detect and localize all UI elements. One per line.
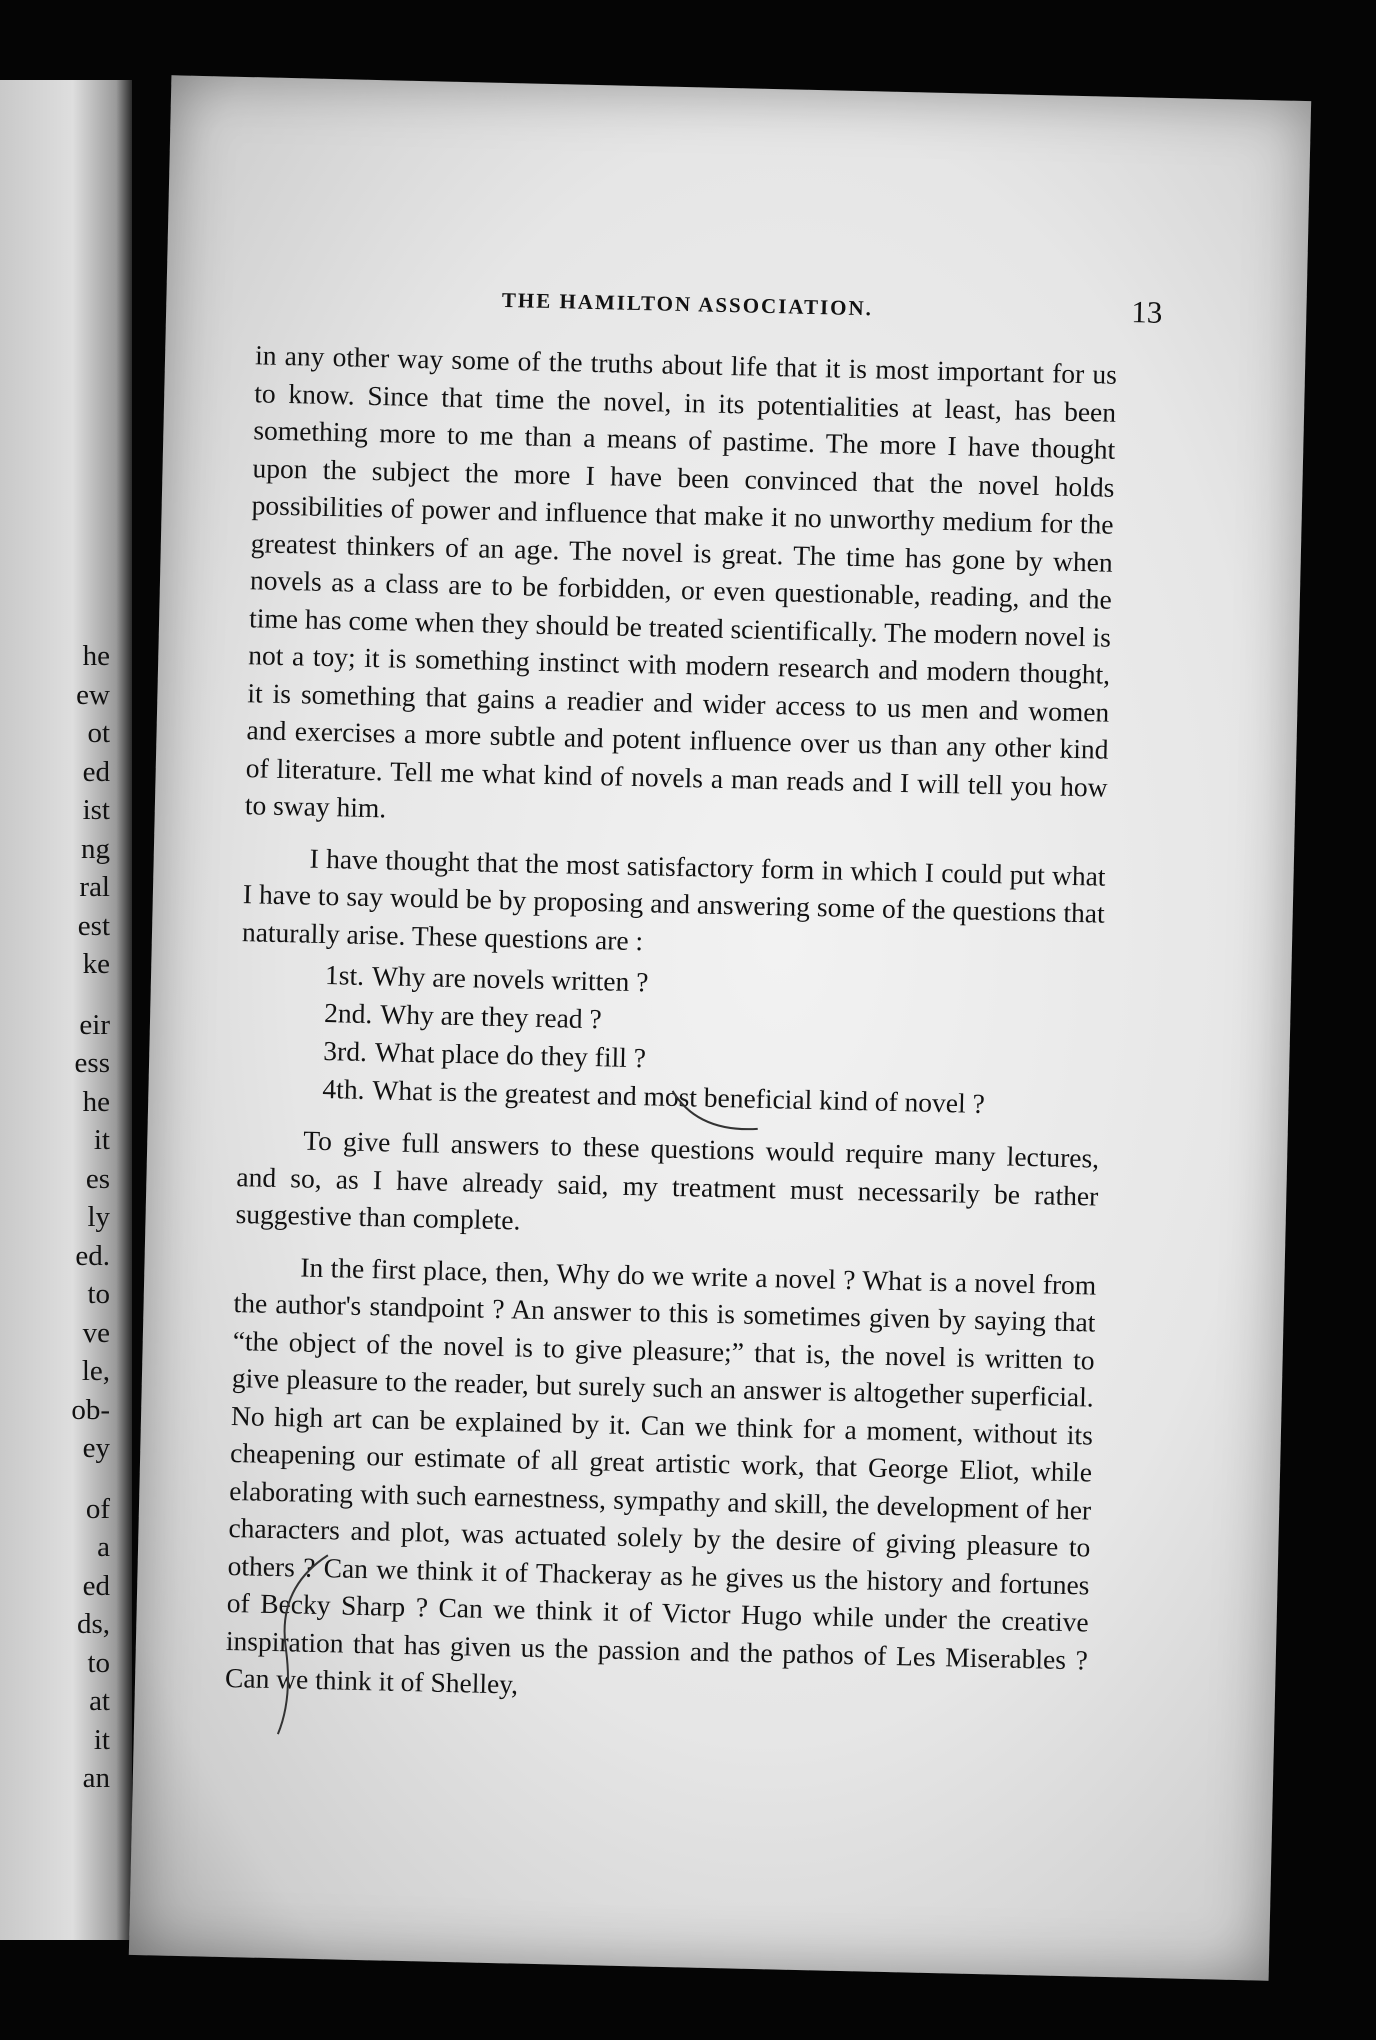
- facing-page-fragment: it: [93, 1723, 110, 1756]
- facing-page-fragment: ey: [82, 1432, 110, 1464]
- question-list: [322, 956, 1103, 1126]
- running-head: [256, 282, 1163, 342]
- facing-page-fragment: ral: [79, 871, 110, 903]
- facing-page-fragment: ly: [87, 1201, 110, 1233]
- facing-page-fragment: of: [85, 1492, 110, 1525]
- facing-page-fragment: ve: [82, 1316, 110, 1349]
- facing-page-fragment: ew: [76, 678, 110, 711]
- facing-page-fragment: ed.: [75, 1239, 110, 1272]
- facing-page-fragment: ob-: [71, 1393, 110, 1426]
- question-item: 4th. What is the greatest and most beneficial kind of novel ?: [322, 1073, 986, 1120]
- paragraph-first-question: In the first place, then, Why do we write a novel ? What is a novel from the author's standpoint ? An answer to this is sometimes given by saying that “the object of the novel is to give pleasure;” that is, the novel is written to give pleasure to the reader, but surely such an answer is altogether superficial. No high art can be explained by it. Can we think for a moment, without its cheapening our estimate of all great artistic work, that George Eliot, while elaborating with such earnestness, sympathy and skill, the development of her characters and plot, was actuated solely by the desire of giving pleasure to others ? Can we think it of Thackeray as he gives us the history and fortunes of Becky Sharp ? Can we think it of Victor Hugo while under the creative inspiration that has given us the passion and the pathos of Les Miserables ? Can we think it of Shelley,: [224, 1251, 1097, 1700]
- book-page: [129, 75, 1311, 1980]
- facing-page-fragment: est: [77, 909, 110, 942]
- facing-page-fragment: an: [82, 1762, 110, 1794]
- paragraph-questions-intro: I have thought that the most satisfactory form in which I could put what I have to say would be by proposing and answering some of the questions that naturally arise. These questions are :: [241, 842, 1106, 956]
- facing-page-fragment: le,: [81, 1355, 110, 1387]
- facing-page-fragment: es: [85, 1162, 110, 1195]
- facing-page-fragment: ist: [82, 794, 110, 826]
- facing-page-fragment: he: [82, 640, 110, 672]
- facing-page-fragment: ed: [82, 1569, 110, 1602]
- facing-page-fragment: ot: [87, 717, 110, 749]
- paragraph-continued: in any other way some of the truths about life that it is most important for us to know. Since that time the novel, in its potentialities at least, has been something more to me than a means of pastime. The more I have thought upon the subject the more I have been convinced that the novel holds possibilities of power and influence that make it no unworthy medium for the greatest thinkers of an age. The novel is great. The time has gone by when novels as a class are to be forbidden, or even questionable, reading, and the time has come when they should be treated scientifically. The modern novel is not a toy; it is something instinct with modern research and modern thought, it is something that gains a readier and wider access to us men and women and exercises a more subtle and potent influence over us than any other kind of literature. Tell me what kind of novels a man reads and I will tell you how to sway him.: [244, 339, 1118, 824]
- facing-page-fragment: to: [87, 1278, 110, 1310]
- page-number: 13: [1130, 294, 1163, 330]
- facing-page-fragment: ed: [82, 755, 110, 788]
- page-text-block: [224, 282, 1163, 1716]
- question-item: 2nd. Why are they read ?: [323, 997, 603, 1035]
- facing-page-fragment: ess: [74, 1047, 110, 1079]
- facing-page-fragment: to: [87, 1646, 110, 1679]
- facing-page-fragment: a: [97, 1531, 110, 1563]
- question-item: 3rd. What place do they fill ?: [323, 1035, 647, 1074]
- facing-page-fragment: ng: [81, 832, 110, 865]
- question-item: 1st. Why are novels written ?: [324, 959, 649, 998]
- paragraph-answers-note: To give full answers to these questions would require many lectures, and so, as I have already said, my treatment must necessarily be rather suggestive than complete.: [235, 1124, 1100, 1236]
- running-head-title: THE HAMILTON ASSOCIATION.: [501, 287, 874, 321]
- facing-page-fragment: ke: [82, 948, 110, 980]
- facing-page-edge: [0, 80, 132, 1940]
- facing-page-fragment: he: [82, 1085, 110, 1118]
- facing-page-fragment: at: [89, 1685, 110, 1717]
- facing-page-fragment: it: [93, 1124, 110, 1156]
- facing-page-fragment: eir: [79, 1008, 110, 1041]
- facing-page-fragment: ds,: [76, 1608, 110, 1640]
